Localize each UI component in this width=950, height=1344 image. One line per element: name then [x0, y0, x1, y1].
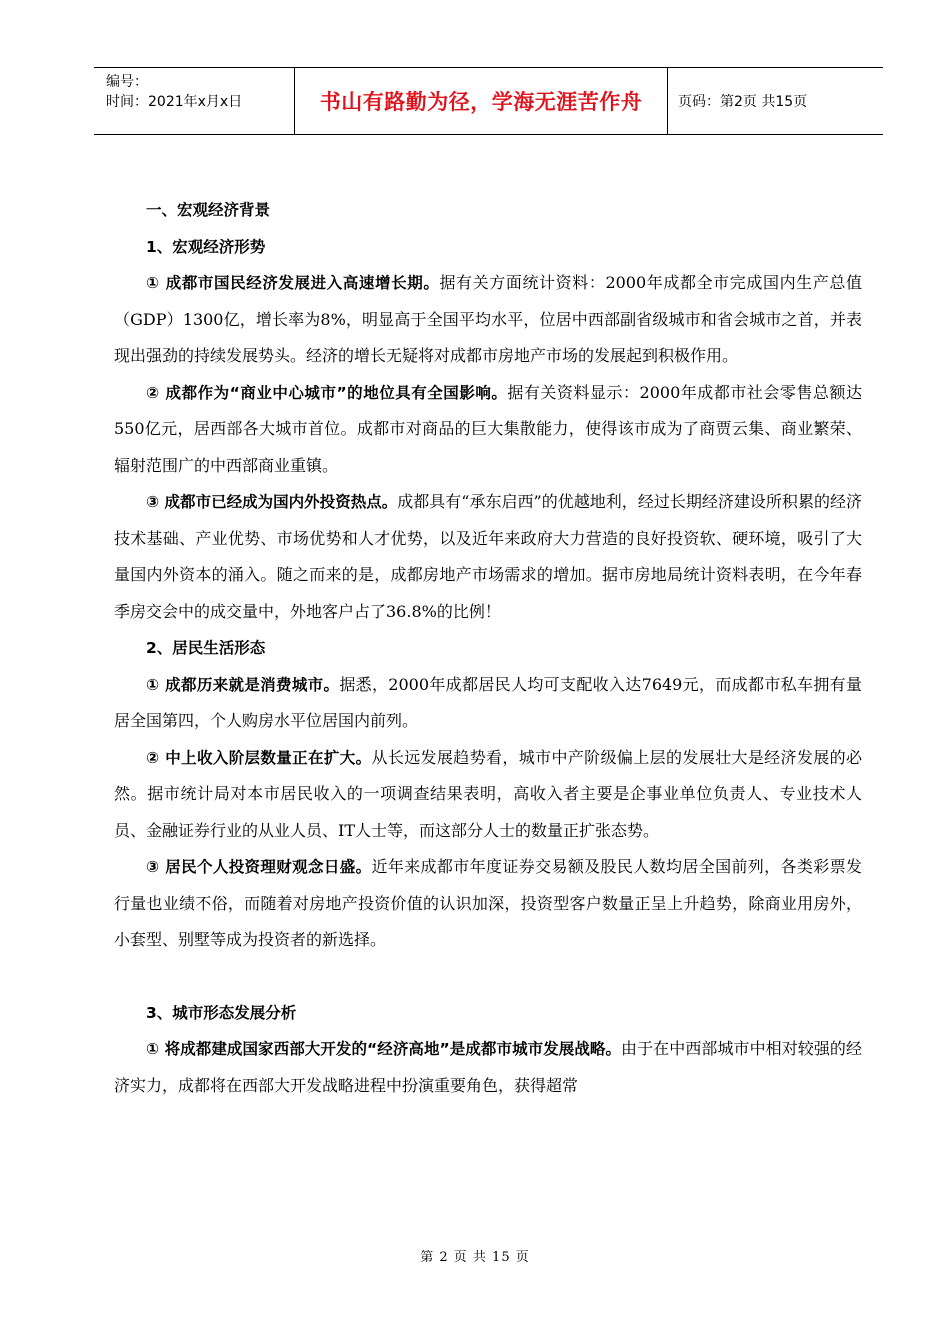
page-footer: 第 2 页 共 15 页: [420, 1250, 530, 1265]
paragraph: [114, 1031, 862, 1104]
document-body: [114, 192, 862, 1104]
paragraph-text: 成都具有“承东启西”的优越地利，经过长期经济建设所积累的经济技术基础、产业优势、市场优势和人才优势，以及近年来政府大力营造的良好投资软、硬环境，吸引了大量国内外资本的涌入。随之而来的是，成都房地产市场需求的增加。据市房地局统计资料表明，在今年春季房交会中的成交量中，外地客户占了36.8%的比例！: [114, 492, 862, 621]
paragraph-text: 据有关方面统计资料：2000年成都全市完成国内生产总值（GDP）1300亿，增长率为8%，明显高于全国平均水平，位居中西部副省级城市和省会城市之首，并表现出强劲的持续发展势头。经济的增长无疑将对成都市房地产市场的发展起到积极作用。: [114, 273, 862, 365]
paragraph: [114, 265, 862, 375]
page-header: [94, 67, 883, 135]
paragraph-lead: ① 成都历来就是消费城市。: [146, 675, 340, 694]
paragraph: [114, 740, 862, 850]
paragraph: [114, 667, 862, 740]
paragraph-lead: ① 成都市国民经济发展进入高速增长期。: [146, 274, 440, 292]
paragraph-lead: ② 成都作为“商业中心城市”的地位具有全国影响。: [146, 383, 508, 402]
paragraph-lead: ③ 成都市已经成为国内外投资热点。: [146, 493, 398, 511]
paragraph-lead: ① 将成都建成国家西部大开发的“经济高地”是成都市城市发展战略。: [146, 1040, 622, 1058]
time-label: 时间：2021年x月x日: [106, 94, 243, 110]
header-page-info: 页码：第2页 共15页: [678, 94, 808, 110]
subsection-title: 3、城市形态发展分析: [146, 1003, 297, 1022]
paragraph: [114, 849, 862, 959]
paragraph-lead: ③ 居民个人投资理财观念日盛。: [146, 858, 372, 876]
subsection-title: 1、宏观经济形势: [146, 237, 266, 256]
paragraph: [114, 484, 862, 630]
paragraph-lead: ② 中上收入阶层数量正在扩大。: [146, 748, 372, 767]
subsection-title: 2、居民生活形态: [146, 639, 266, 657]
paragraph-text: 据有关资料显示：2000年成都市社会零售总额达550亿元，居西部各大城市首位。成都市对商品的巨大集散能力，使得该市成为了商贾云集、商业繁荣、辐射范围广的中西部商业重镇。: [114, 382, 862, 475]
section-title: 一、宏观经济背景: [146, 201, 271, 219]
paragraph-text: 从长远发展趋势看，城市中产阶级偏上层的发展壮大是经济发展的必然。据市统计局对本市居民收入的一项调查结果表明，高收入者主要是企事业单位负责人、专业技术人员、金融证券行业的从业人员、IT人士等，而这部分人士的数量正扩张态势。: [114, 747, 862, 840]
number-label: 编号：: [106, 74, 148, 90]
header-meta: [94, 68, 295, 134]
paragraph-text: 据悉，2000年成都居民人均可支配收入达7649元，而成都市私车拥有量居全国第四，个人购房水平位居国内前列。: [114, 674, 862, 730]
header-motto: 书山有路勤为径，学海无涯苦作舟: [295, 68, 668, 134]
paragraph-text: 近年来成都市年度证券交易额及股民人数均居全国前列，各类彩票发行量也业绩不俗，而随着对房地产投资价值的认识加深，投资型客户数量正呈上升趋势，除商业用房外，小套型、别墅等成为投资者的新选择。: [114, 857, 862, 949]
paragraph-text: 由于在中西部城市中相对较强的经济实力，成都将在西部大开发战略进程中扮演重要角色，获得超常: [114, 1039, 862, 1095]
paragraph: [114, 375, 862, 485]
